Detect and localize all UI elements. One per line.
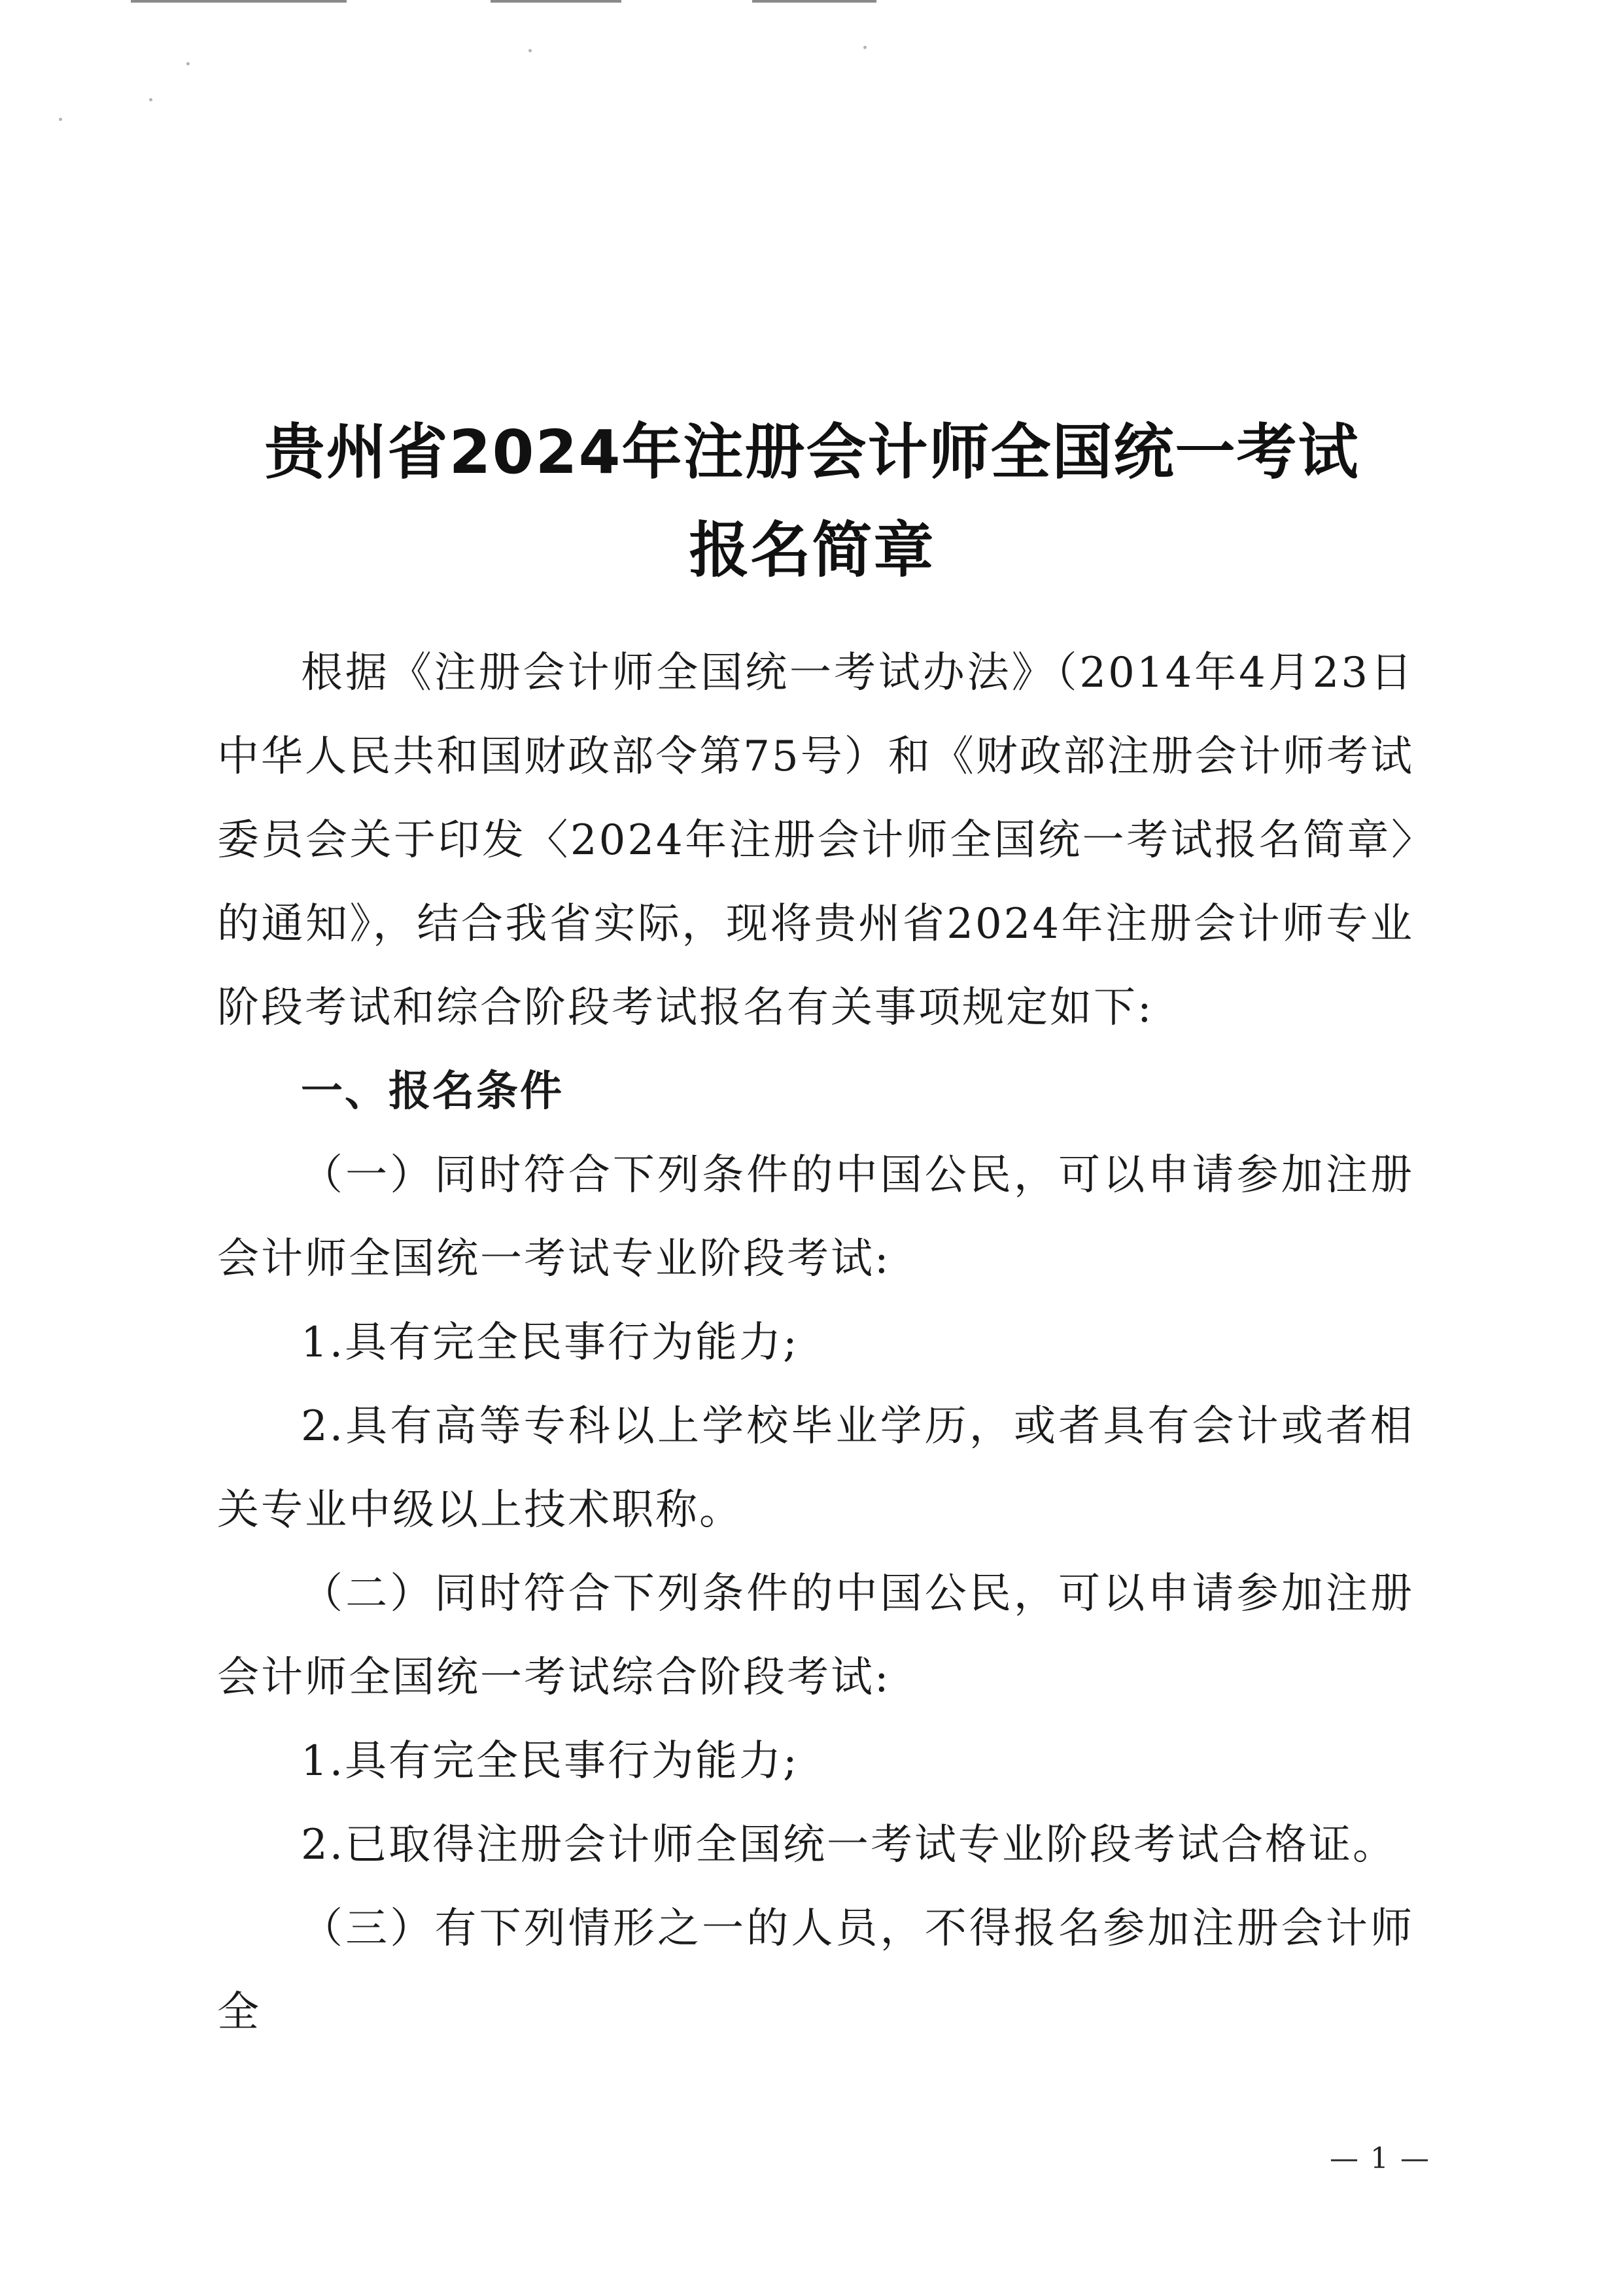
document-body (217, 631, 1414, 2054)
scan-speck (186, 62, 190, 65)
list-item: 2.具有高等专科以上学校毕业学历，或者具有会计或者相关专业中级以上技术职称。 (217, 1402, 1414, 1534)
page-number: — 1 — (1330, 2142, 1430, 2175)
list-item: 1.具有完全民事行为能力; (301, 1319, 799, 1367)
subsection-2-paragraph: （二）同时符合下列条件的中国公民，可以申请参加注册会计师全国统一考试综合阶段考试: (217, 1570, 1414, 1702)
subsection-1-paragraph: （一）同时符合下列条件的中国公民，可以申请参加注册会计师全国统一考试专业阶段考试: (217, 1151, 1414, 1283)
list-item: 2.已取得注册会计师全国统一考试专业阶段考试合格证。 (301, 1821, 1397, 1869)
scan-edge-mark (131, 0, 347, 3)
title-line-2: 报名简章 (689, 515, 935, 585)
scan-speck (863, 46, 867, 49)
scan-edge-mark (752, 0, 876, 3)
scan-speck (59, 118, 62, 121)
scan-speck (528, 49, 532, 52)
title-line-1: 贵州省2024年注册会计师全国统一考试 (264, 417, 1360, 487)
section-heading-registration-conditions: 一、报名条件 (301, 1067, 564, 1116)
scan-speck (149, 98, 152, 101)
scan-edge-mark (491, 0, 621, 3)
intro-paragraph: 根据《注册会计师全国统一考试办法》（2014年4月23日中华人民共和国财政部令第75号）和《财政部注册会计师考试委员会关于印发〈2024年注册会计师全国统一考试报名简章〉的通知》，结合我省实际，现将贵州省2024年注册会计师专业阶段考试和综合阶段考试报名有关事项规定如下: (217, 649, 1414, 1032)
list-item: 1.具有完全民事行为能力; (301, 1737, 799, 1785)
subsection-3-paragraph: （三）有下列情形之一的人员，不得报名参加注册会计师全 (217, 1905, 1414, 2037)
document-title (0, 404, 1624, 600)
